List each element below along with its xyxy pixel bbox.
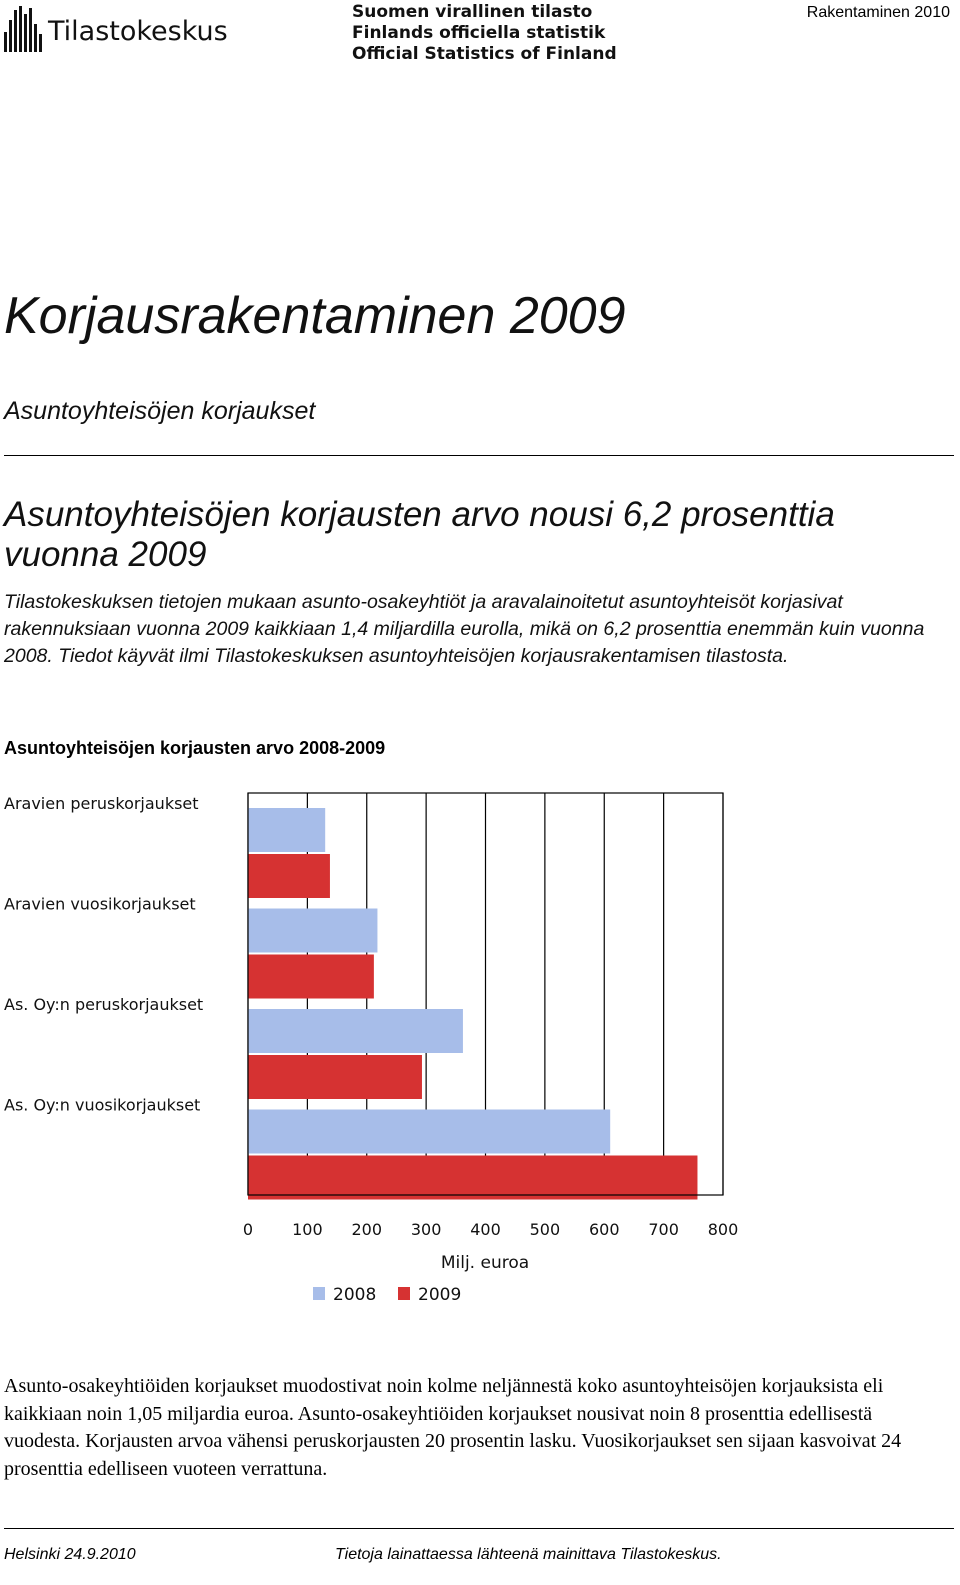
article-headline: Asuntoyhteisöjen korjausten arvo nousi 6,2 prosenttia vuonna 2009: [4, 495, 835, 574]
legend-label-2008: 2008: [333, 1285, 377, 1305]
legend-swatch-2009: [398, 1287, 410, 1300]
page-title: Korjausrakentaminen 2009: [4, 287, 626, 345]
page-subtitle: Asuntoyhteisöjen korjaukset: [4, 397, 316, 425]
category-label: Aravien vuosikorjaukset: [4, 894, 196, 914]
x-tick-label: 800: [707, 1220, 739, 1239]
bar-2008: [248, 1009, 463, 1053]
footer-citation: Tietoja lainattaessa lähteenä mainittava Tilastokeskus.: [335, 1546, 722, 1563]
bar-2008: [248, 1110, 610, 1154]
official-statistics-block: [352, 2, 617, 65]
chart-title: Asuntoyhteisöjen korjausten arvo 2008-2009: [4, 738, 386, 758]
x-tick-label: 700: [648, 1220, 679, 1239]
x-axis-label: Milj. euroa: [440, 1253, 530, 1273]
footer-place-date: Helsinki 24.9.2010: [4, 1546, 136, 1563]
category-label: As. Oy:n vuosikorjaukset: [4, 1095, 201, 1115]
category-label: As. Oy:n peruskorjaukset: [4, 995, 204, 1014]
bar-2009: [248, 1156, 697, 1200]
article-lead: Tilastokeskuksen tietojen mukaan asunto-osakeyhtiöt ja aravalainoitetut asuntoyhteisöt korjasivat rakennuksiaan vuonna 2009 kaikkiaan 1,4 miljardilla eurolla, mikä on 6,2 prosenttia enemmän kuin vuonna 2008. Tiedot käyvät ilmi Tilastokeskuksen asuntoyhteisöjen korjausrakentamisen tilastosta.: [4, 591, 925, 667]
header-divider: [4, 455, 954, 456]
chart-svg: [0, 780, 760, 1320]
x-tick-label: 400: [470, 1220, 501, 1239]
category-label: Aravien peruskorjaukset: [4, 794, 199, 813]
logo-mark-icon: [4, 2, 244, 58]
bar-2009: [248, 1055, 422, 1099]
logo-text: Tilastokeskus: [48, 16, 228, 47]
x-tick-label: 200: [351, 1220, 383, 1239]
legend-label-2009: 2009: [418, 1285, 462, 1305]
bar-2008: [248, 909, 377, 953]
bar-2008: [248, 808, 325, 852]
bar-2009: [248, 854, 330, 898]
x-tick-label: 600: [588, 1220, 620, 1239]
legend-swatch-2008: [313, 1287, 325, 1300]
publication-name: Rakentaminen 2010: [806, 4, 950, 21]
bar-chart: [0, 780, 760, 1325]
x-tick-label: 500: [529, 1220, 561, 1239]
bar-2009: [248, 955, 374, 999]
osf-line-sv: Finlands officiella statistik: [352, 23, 606, 43]
x-tick-label: 0: [242, 1220, 254, 1239]
footer-divider: [4, 1528, 954, 1529]
tilastokeskus-logo: [4, 2, 244, 58]
osf-line-en: Official Statistics of Finland: [352, 44, 617, 64]
x-tick-label: 100: [292, 1220, 323, 1239]
body-paragraph: Asunto-osakeyhtiöiden korjaukset muodostivat noin kolme neljännestä koko asuntoyhteisöjen korjauksista eli kaikkiaan noin 1,05 miljardia euroa. Asunto-osakeyhtiöiden korjaukset nousivat noin 8 prosenttia edellisestä vuodesta. Korjausten arvoa vähensi peruskorjausten 20 prosentin lasku. Vuosikorjaukset sen sijaan kasvoivat 24 prosenttia edelliseen vuoteen verrattuna.: [4, 1375, 902, 1480]
osf-line-fi: Suomen virallinen tilasto: [352, 2, 593, 22]
x-tick-label: 300: [410, 1220, 442, 1239]
